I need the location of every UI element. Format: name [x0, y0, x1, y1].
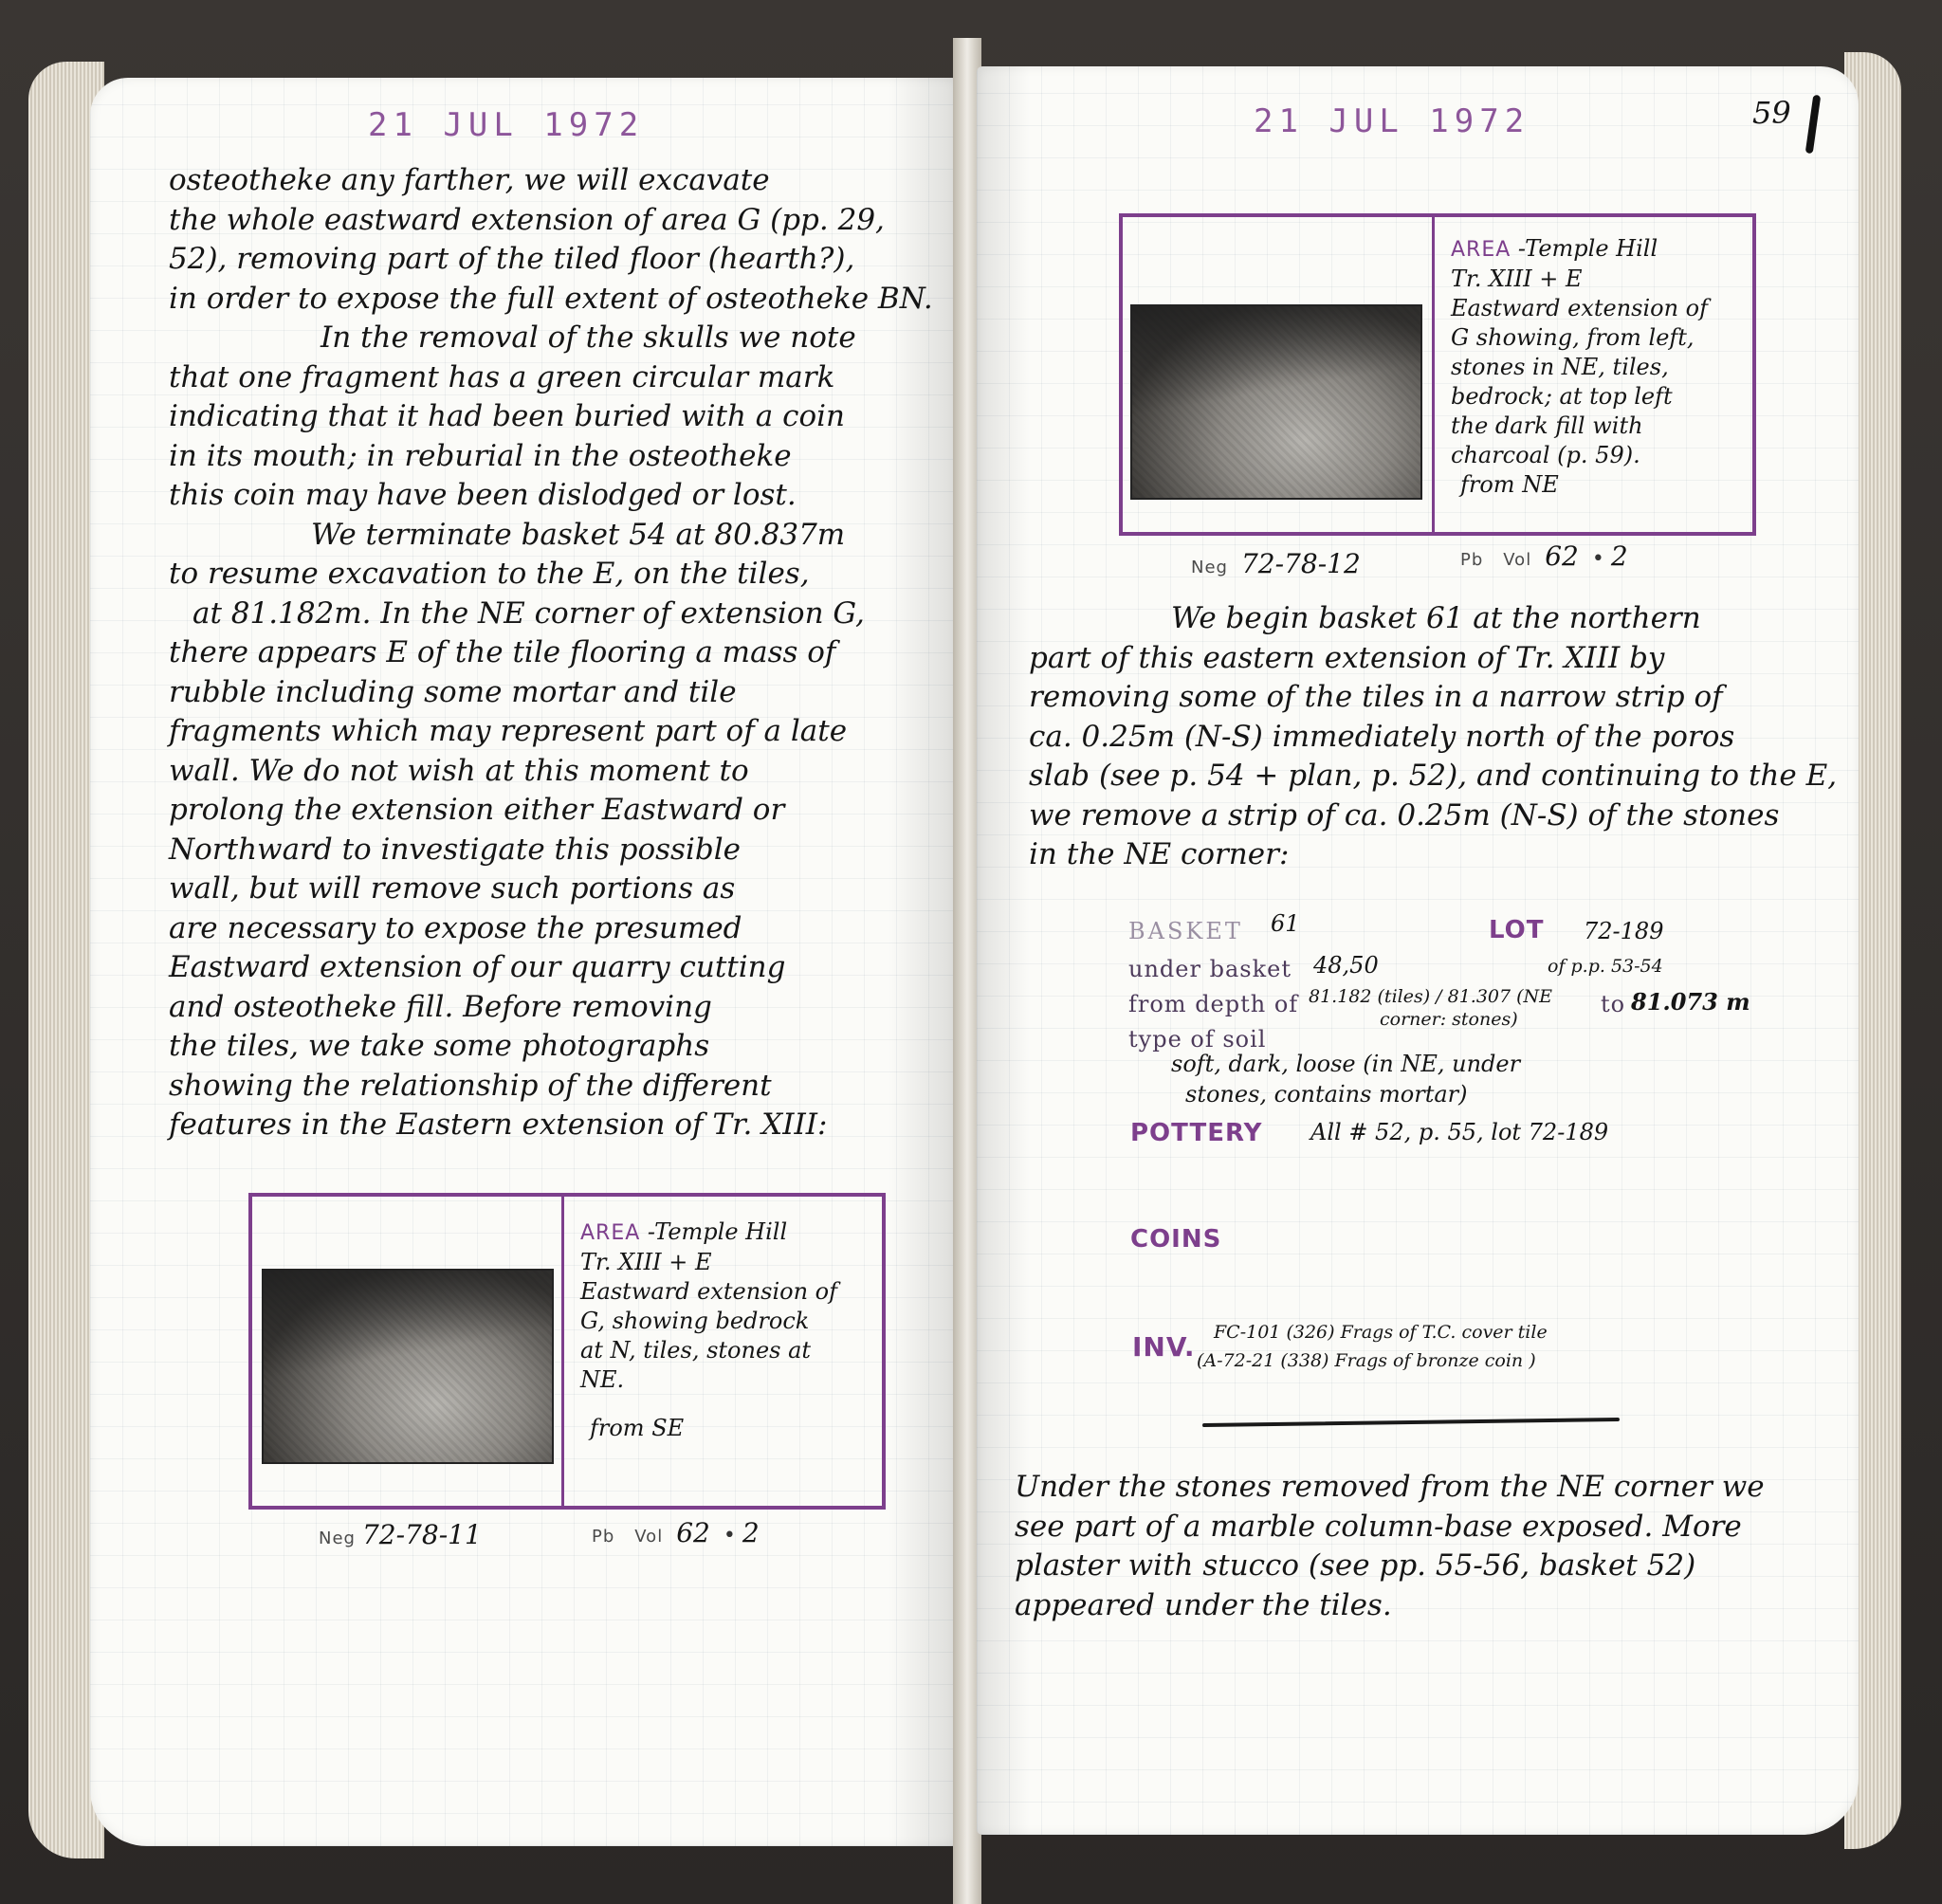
note-line: 52), removing part of the tiled floor (hearth?), [169, 242, 855, 276]
note-line: In the removal of the skulls we note [321, 320, 856, 355]
vol-number: 2 [742, 1517, 760, 1548]
note-line: we remove a strip of ca. 0.25m (N-S) of the stones [1029, 797, 1780, 833]
note-line: in its mouth; in reburial in the osteotheke [169, 438, 792, 473]
right-notes-after [1015, 1468, 1765, 1625]
depth-end-value: 81.073 m [1631, 988, 1750, 1016]
note-line: Under the stones removed from the NE corner we [1015, 1470, 1765, 1504]
photo-record-card-right [1119, 213, 1756, 536]
area-label: AREA [1451, 238, 1511, 262]
right-notes [1029, 599, 1837, 875]
photo-record-card-left [248, 1193, 886, 1510]
note-line: Northward to investigate this possible [169, 832, 741, 867]
depth-label: from depth of [1128, 991, 1299, 1017]
volume-left: Pb Vol 62 • 2 [592, 1517, 760, 1548]
negative-number-left [319, 1519, 482, 1550]
card-line: NE. [580, 1366, 625, 1393]
note-line: fragments which may represent part of a late [169, 714, 848, 748]
note-line: Eastward extension of our quarry cutting [169, 950, 786, 984]
under-basket-value: 48,50 [1313, 952, 1379, 979]
note-line: removing some of the tiles in a narrow strip of [1029, 680, 1723, 714]
note-line: the tiles, we take some photographs [169, 1029, 710, 1063]
card-line: Eastward extension of [1451, 295, 1709, 321]
excavation-photo [262, 1269, 554, 1464]
note-line: this coin may have been dislodged or lost. [169, 478, 797, 512]
note-line: to resume excavation to the E, on the tiles, [169, 557, 810, 591]
note-line: showing the relationship of the different [169, 1068, 772, 1103]
card-line: Tr. XIII + E [580, 1249, 712, 1275]
vol-label: Vol [1503, 550, 1532, 570]
note-line: there appears E of the tile flooring a mass of [169, 635, 836, 669]
inv-label: INV. [1132, 1331, 1196, 1363]
area-label: AREA [580, 1221, 641, 1245]
note-line: wall, but will remove such portions as [169, 871, 736, 906]
soil-value-a: soft, dark, loose (in NE, under [1171, 1051, 1521, 1077]
note-line: the whole eastward extension of area G (pp. 29, [169, 202, 885, 237]
note-line: part of this eastern extension of Tr. XIII by [1029, 640, 1665, 675]
note-line: in the NE corner: [1029, 837, 1290, 871]
note-line: that one fragment has a green circular mark [169, 359, 835, 394]
neg-label: Neg [1191, 558, 1228, 577]
vol-value: 62 [676, 1517, 710, 1548]
card-line: stones in NE, tiles, [1451, 354, 1669, 380]
pottery-value: All # 52, p. 55, lot 72-189 [1310, 1119, 1609, 1145]
basket-label: BASKET [1128, 918, 1243, 944]
neg-label: Neg [319, 1529, 356, 1548]
left-notes [169, 161, 933, 1145]
card-divider [1432, 217, 1435, 532]
card-line: from NE [1460, 471, 1559, 498]
negative-number-right [1191, 548, 1361, 579]
pb-label: Pb [592, 1527, 615, 1547]
card-line: G, showing bedrock [580, 1308, 810, 1334]
note-line: plaster with stucco (see pp. 55-56, basket 52) [1015, 1548, 1696, 1583]
card-line: at N, tiles, stones at [580, 1337, 812, 1364]
coins-label: COINS [1130, 1225, 1222, 1254]
inv-line-b: (A-72-21 (338) Frags of bronze coin ) [1197, 1350, 1536, 1371]
note-line: and osteotheke fill. Before removing [169, 989, 712, 1024]
vol-label: Vol [634, 1527, 664, 1547]
neg-value: 72-78-11 [361, 1519, 482, 1550]
note-line: slab (see p. 54 + plan, p. 52), and continuing to the E, [1029, 759, 1838, 793]
depth-value-b: corner: stones) [1380, 1009, 1518, 1030]
excavation-photo [1130, 304, 1422, 500]
page-number: 59 [1752, 95, 1791, 131]
pottery-label: POTTERY [1130, 1119, 1263, 1147]
neg-value: 72-78-12 [1240, 548, 1361, 579]
depth-value-a: 81.182 (tiles) / 81.307 (NE [1309, 986, 1553, 1007]
lot-subtext: of p.p. 53-54 [1548, 956, 1663, 977]
basket-value: 61 [1271, 910, 1300, 937]
volume-right: Pb Vol 62 • 2 [1460, 540, 1628, 572]
card-line: Tr. XIII + E [1451, 265, 1583, 292]
card-divider [561, 1197, 564, 1506]
note-line: We terminate basket 54 at 80.837m [311, 517, 846, 552]
card-info [1451, 234, 1708, 500]
card-info [580, 1217, 837, 1443]
note-line: prolong the extension either Eastward or [169, 793, 785, 827]
card-line: charcoal (p. 59). [1451, 442, 1640, 468]
vol-number: 2 [1610, 540, 1628, 572]
right-date-stamp: 21 JUL 1972 [1254, 102, 1530, 140]
soil-value-b: stones, contains mortar) [1185, 1081, 1468, 1108]
pb-label: Pb [1460, 550, 1484, 570]
note-line: features in the Eastern extension of Tr. XIII: [169, 1108, 828, 1142]
lot-label: LOT [1489, 916, 1545, 944]
soil-label: type of soil [1128, 1026, 1267, 1053]
depth-to-label: to [1601, 991, 1626, 1017]
area-value: -Temple Hill [1511, 235, 1658, 262]
note-line: at 81.182m. In the NE corner of extension G, [192, 595, 865, 631]
note-line: We begin basket 61 at the northern [1171, 601, 1701, 635]
card-line: from SE [590, 1415, 685, 1441]
note-line: in order to expose the full extent of osteotheke BN. [169, 281, 933, 316]
vol-value: 62 [1545, 540, 1579, 572]
area-value: -Temple Hill [640, 1218, 788, 1245]
note-line: ca. 0.25m (N-S) immediately north of the poros [1029, 719, 1735, 754]
card-line: the dark fill with [1451, 412, 1643, 439]
left-date-stamp: 21 JUL 1972 [368, 106, 645, 144]
note-line: appeared under the tiles. [1015, 1587, 1392, 1622]
card-line: G showing, from left, [1451, 324, 1695, 351]
inv-line-a: FC-101 (326) Frags of T.C. cover tile [1214, 1322, 1548, 1343]
card-line: bedrock; at top left [1451, 383, 1673, 410]
under-basket-label: under basket [1128, 956, 1292, 982]
note-line: see part of a marble column-base exposed. More [1015, 1509, 1742, 1544]
note-line: wall. We do not wish at this moment to [169, 753, 749, 788]
card-line: Eastward extension of [580, 1278, 838, 1305]
card-line [580, 1395, 837, 1414]
note-line: indicating that it had been buried with a coin [169, 399, 846, 433]
note-line: are necessary to expose the presumed [169, 910, 742, 945]
lot-value: 72-189 [1584, 918, 1664, 944]
note-line: osteotheke any farther, we will excavate [169, 163, 770, 197]
note-line: rubble including some mortar and tile [169, 674, 737, 709]
